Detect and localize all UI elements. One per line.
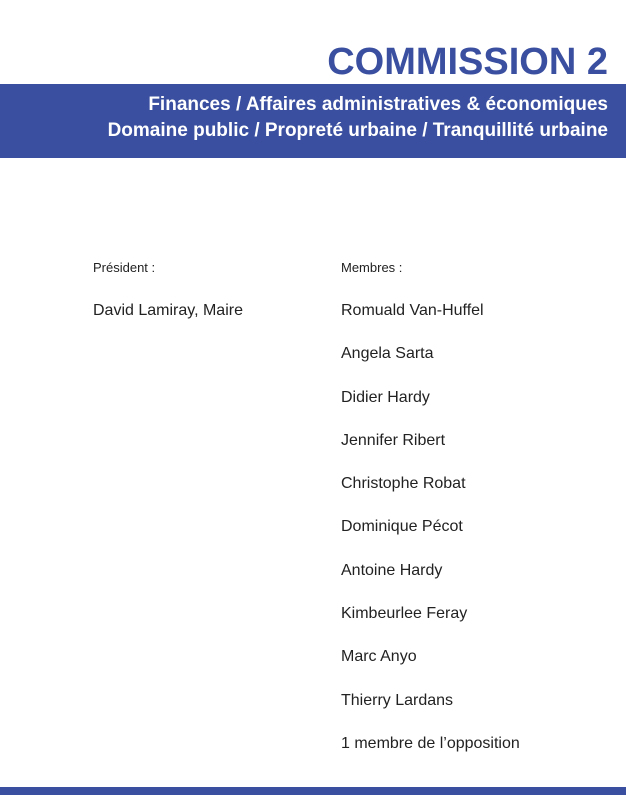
member-name: Romuald Van-Huffel bbox=[341, 302, 484, 319]
member-name: Marc Anyo bbox=[341, 648, 417, 666]
member-name: Didier Hardy bbox=[341, 388, 430, 406]
president-column bbox=[93, 258, 313, 344]
president-label: Président : bbox=[93, 260, 156, 275]
subtitle-line-2: Domaine public / Propreté urbaine / Tranquillité urbaine bbox=[107, 120, 608, 141]
member-name: Dominique Pécot bbox=[341, 518, 463, 536]
member-name: Angela Sarta bbox=[341, 345, 434, 363]
president-name: David Lamiray, Maire bbox=[93, 302, 243, 319]
member-name: Kimbeurlee Feray bbox=[341, 605, 468, 623]
members-label: Membres : bbox=[341, 260, 403, 275]
member-name: 1 membre de l’opposition bbox=[341, 734, 520, 752]
subtitle-line-1: Finances / Affaires administratives & économiques bbox=[148, 94, 608, 115]
member-name: Christophe Robat bbox=[341, 475, 466, 493]
member-name: Thierry Lardans bbox=[341, 691, 454, 709]
footer-band bbox=[0, 787, 626, 795]
subtitle-band bbox=[0, 84, 626, 158]
members-column bbox=[341, 258, 611, 777]
member-name: Antoine Hardy bbox=[341, 561, 443, 579]
page-title: COMMISSION 2 bbox=[327, 41, 608, 83]
member-name: Jennifer Ribert bbox=[341, 431, 446, 449]
